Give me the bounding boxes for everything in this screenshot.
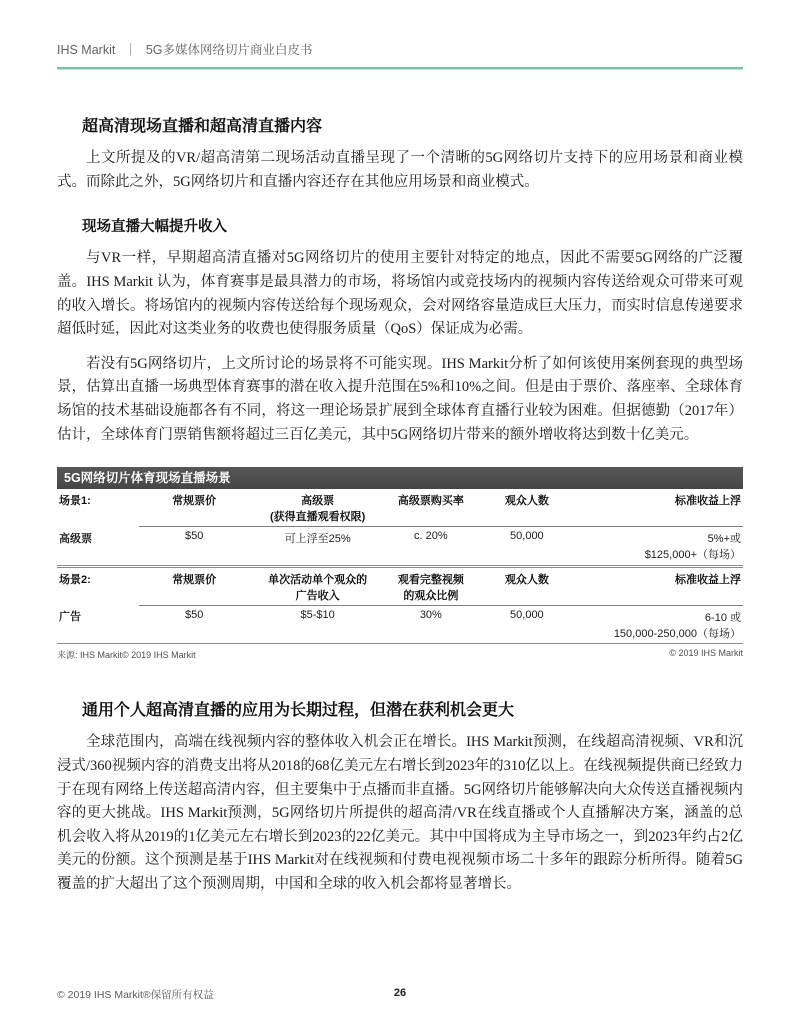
s2-col-full-view-ratio-line1: 观看完整视频 bbox=[397, 573, 464, 586]
scenario2-value-row bbox=[57, 605, 743, 643]
s2-col-ad-revenue bbox=[249, 568, 386, 606]
section-heading-live-revenue: 现场直播大幅提升收入 bbox=[82, 219, 227, 236]
s2-col-full-view-ratio bbox=[386, 568, 475, 606]
s1-uplift-line1: 5%+或 bbox=[707, 533, 741, 546]
s2-revenue-uplift-value bbox=[578, 605, 743, 643]
s2-col-revenue-uplift: 标准收益上浮 bbox=[578, 568, 743, 606]
s2-uplift-line2: 150,000-250,000（每场） bbox=[613, 627, 741, 640]
s2-col-audience: 观众人数 bbox=[475, 568, 578, 606]
paragraph-live-revenue-1: 与VR一样，早期超高清直播对5G网络切片的使用主要针对特定的地点，因此不需要5G网络的广泛覆盖。IHS Markit 认为，体育赛事是最具潜力的市场，将场馆内或竞技场内的视频内容传送给观众可带来可观的收入增长。将场馆内的视频内容传送给每个现场观众，会对网络容量造成巨大压力，而实时信息传递要求超低时延，因此对这类业务的收费也使得服务质量（QoS）保证成为必需。 bbox=[57, 250, 743, 338]
s1-col-purchase-rate: 高级票购买率 bbox=[386, 489, 475, 527]
s1-revenue-uplift-value bbox=[578, 527, 743, 565]
scenario1-grid bbox=[57, 489, 743, 565]
table-source-right: © 2019 IHS Markit bbox=[669, 648, 743, 659]
s1-purchase-rate-value: c. 20% bbox=[414, 530, 448, 543]
page-header bbox=[57, 40, 743, 58]
section-heading-uhd-live-content: 超高清现场直播和超高清直播内容 bbox=[82, 118, 323, 135]
table-source-row bbox=[57, 644, 743, 661]
s2-row-label: 广告 bbox=[59, 611, 81, 624]
section-heading-personal-uhd: 通用个人超高清直播的应用为长期过程，但潜在获利机会更大 bbox=[82, 702, 515, 720]
scenario1-value-row bbox=[57, 527, 743, 565]
s2-audience-value: 50,000 bbox=[510, 608, 544, 621]
table-title-bar bbox=[57, 467, 743, 489]
s1-col-premium-ticket bbox=[249, 489, 386, 527]
scenario2-header-row bbox=[57, 568, 743, 606]
s1-row-label: 高级票 bbox=[59, 532, 92, 545]
brand-text: IHS Markit bbox=[57, 43, 116, 57]
s2-col-full-view-ratio-line2: 的观众比例 bbox=[403, 589, 459, 602]
s2-ad-revenue-value: $5-$10 bbox=[300, 608, 335, 621]
s1-col-revenue-uplift: 标准收益上浮 bbox=[578, 489, 743, 527]
s1-regular-price-value: $50 bbox=[185, 530, 204, 543]
header-doc-title: 5G多媒体网络切片商业白皮书 bbox=[145, 43, 313, 57]
s1-premium-ticket-value: 可上浮至25% bbox=[284, 533, 351, 546]
s1-col-premium-ticket-line1: 高级票 bbox=[301, 495, 335, 508]
sports-live-scenarios-table bbox=[57, 467, 743, 661]
s2-col-ad-revenue-line1: 单次活动单个观众的 bbox=[268, 573, 368, 586]
s1-audience-value: 50,000 bbox=[510, 530, 544, 543]
s2-regular-price-value: $50 bbox=[185, 608, 204, 621]
footer-page-number: 26 bbox=[393, 987, 407, 999]
paragraph-personal-uhd: 全球范围内，高端在线视频内容的整体收入机会正在增长。IHS Markit预测，在线超高清视频、VR和沉浸式/360视频内容的消费支出将从2018的68亿美元左右增长到2023年的310亿以上。在线视频提供商已经致力于在现有网络上传送超高清内容，但主要集中于点播而非直播。5G网络切片能够解决向大众传送直播视频内容的更大挑战。IHS Markit预测，5G网络切片所提供的超高清/VR在线直播或个人直播解决方案，涵盖的总机会收入将从2019的1亿美元左右增长到2023的22亿美元。其中中国将成为主导市场之一，到2023年约占2亿美元的份额。这个预测是基于IHS Markit对在线视频和付费电视视频市场二十多年的跟踪分析所得。随着5G覆盖的扩大超出了这个预测周期，中国和全球的收入机会都将显著增长。 bbox=[57, 734, 743, 892]
paragraph-intro: 上文所提及的VR/超高清第二现场活动直播呈现了一个清晰的5G网络切片支持下的应用场景和商业模式。而除此之外，5G网络切片和直播内容还存在其他应用场景和商业模式。 bbox=[57, 150, 743, 190]
s1-col-regular-price: 常规票价 bbox=[139, 489, 249, 527]
paragraph-live-revenue-2: 若没有5G网络切片，上文所讨论的场景将不可能实现。IHS Markit分析了如何该使用案例套现的典型场景，估算出直播一场典型体育赛事的潜在收入提升范围在5%和10%之间。但是由于票价、落座率、全球体育场馆的技术基础设施都各有不同，将这一理论场景扩展到全球体育直播行业较为困难。但据德勤（2017年）估计，全球体育门票销售额将超过三百亿美元，其中5G网络切片带来的额外增收将达到数十亿美元。 bbox=[57, 355, 743, 443]
table-title: 5G网络切片体育现场直播场景 bbox=[64, 471, 231, 486]
header-divider: ｜ bbox=[124, 43, 137, 57]
scenario2-grid bbox=[57, 568, 743, 644]
scenario1-label: 场景1: bbox=[59, 495, 91, 508]
page-footer bbox=[57, 987, 743, 1001]
scenario2-label: 场景2: bbox=[59, 573, 91, 586]
scenario1-header-row bbox=[57, 489, 743, 527]
header-rule bbox=[57, 67, 743, 69]
s2-col-regular-price: 常规票价 bbox=[139, 568, 249, 606]
s2-uplift-line1: 6-10 或 bbox=[704, 611, 741, 624]
footer-copyright: © 2019 IHS Markit®保留所有权益 bbox=[57, 989, 214, 1001]
s1-col-premium-ticket-line2: (获得直播观看权限) bbox=[269, 511, 366, 524]
table-source-left: 来源: IHS Markit© 2019 IHS Markit bbox=[57, 650, 196, 661]
s1-col-audience: 观众人数 bbox=[475, 489, 578, 527]
s2-col-ad-revenue-line2: 广告收入 bbox=[295, 589, 340, 602]
s1-uplift-line2: $125,000+（每场） bbox=[644, 549, 741, 562]
s2-full-view-ratio-value: 30% bbox=[419, 608, 442, 621]
